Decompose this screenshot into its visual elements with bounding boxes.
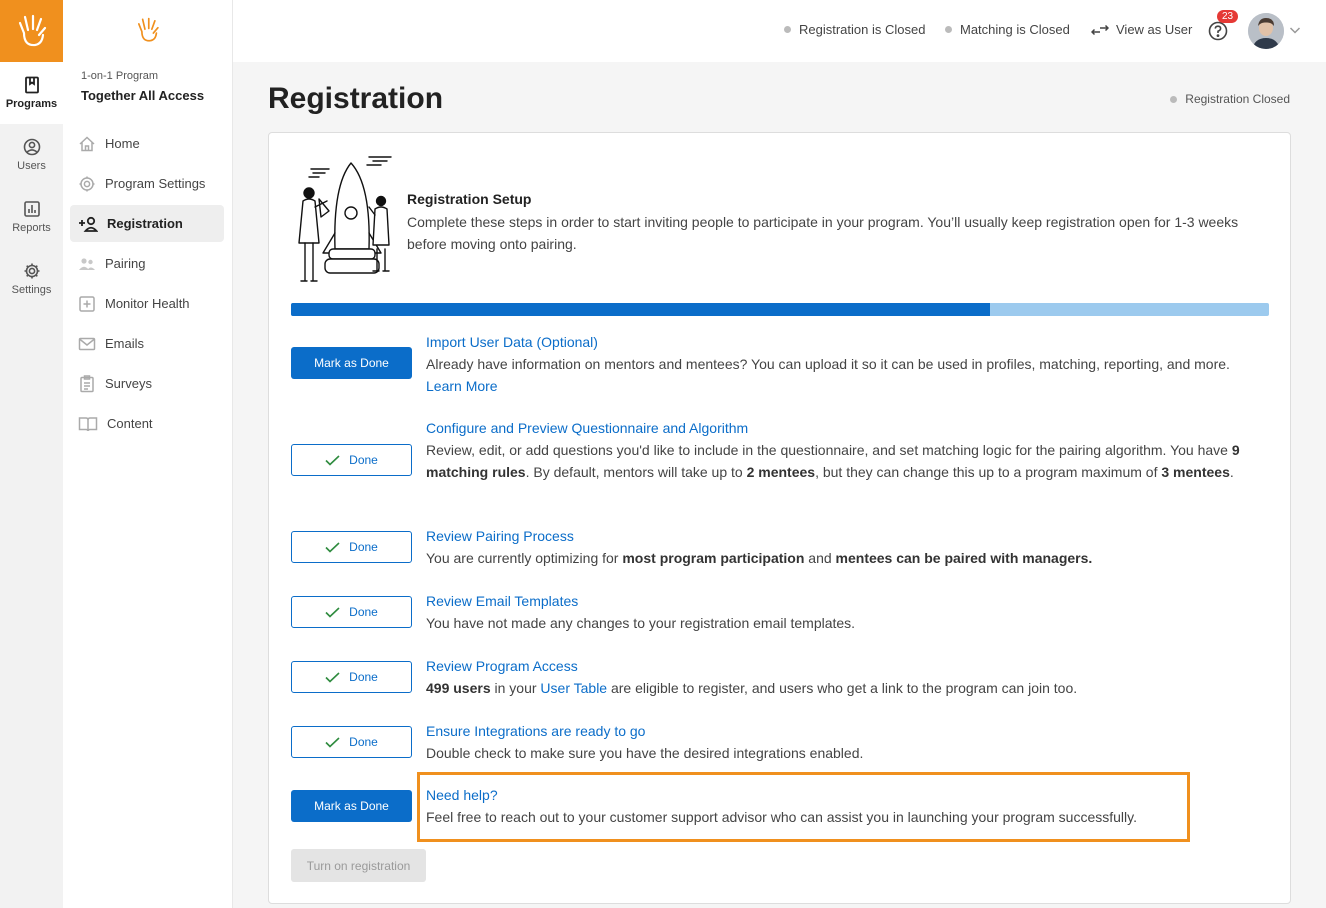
page-status-text: Registration Closed — [1185, 92, 1290, 106]
step-title-link[interactable]: Review Pairing Process — [426, 528, 574, 544]
text-segment: in your — [490, 680, 541, 696]
chevron-down-icon[interactable] — [1289, 25, 1301, 35]
hand-logo-icon — [135, 16, 161, 44]
bookmark-icon — [23, 76, 41, 94]
step-description: You have not made any changes to your registration email templates. — [426, 615, 856, 631]
top-bar — [233, 0, 1326, 62]
envelope-icon — [78, 335, 96, 353]
status-dot — [945, 26, 952, 33]
rail-item-label: Users — [17, 160, 46, 172]
sidebar-item-content[interactable] — [70, 405, 224, 442]
sidebar-item-label: Program Settings — [105, 176, 206, 191]
setup-title: Registration Setup — [407, 191, 532, 207]
registration-status-text: Registration is Closed — [799, 22, 926, 37]
swap-arrows-icon — [1091, 23, 1109, 37]
default-mentee-count: 2 mentees — [746, 464, 816, 480]
bar-chart-icon — [23, 200, 41, 218]
avatar[interactable] — [1248, 13, 1284, 49]
program-name: Together All Access — [81, 88, 205, 103]
step-title-link[interactable]: Review Program Access — [426, 658, 578, 674]
done-label: Done — [349, 453, 378, 467]
notification-count-badge: 23 — [1217, 10, 1238, 23]
app-rail — [0, 0, 63, 908]
done-button[interactable] — [291, 596, 412, 628]
done-label: Done — [349, 670, 378, 684]
sidebar-item-label: Home — [105, 136, 140, 151]
done-label: Done — [349, 605, 378, 619]
step-title-link[interactable]: Ensure Integrations are ready to go — [426, 723, 646, 739]
step-title-link[interactable]: Configure and Preview Questionnaire and Algorithm — [426, 420, 749, 436]
app-logo[interactable] — [0, 0, 63, 62]
rail-item-users[interactable] — [0, 124, 63, 186]
step-description — [426, 439, 1271, 483]
matching-rules-count: 9 matching rules — [426, 442, 1240, 480]
sidebar-item-registration[interactable] — [70, 205, 224, 242]
text-segment: . By default, mentors will take up to — [525, 464, 747, 480]
text-segment: are eligible to register, and users who get a link to the program can join too. — [607, 680, 1078, 696]
user-avatar-icon — [1248, 13, 1284, 49]
mark-as-done-button[interactable]: Mark as Done — [291, 790, 412, 822]
book-icon — [78, 415, 98, 433]
text-segment: Review, edit, or add questions you'd like to include in the questionnaire, and set matching logic for the pairing algorithm. You have — [426, 442, 1232, 458]
text-segment: , but they can change this up to a program maximum of — [815, 464, 1162, 480]
done-label: Done — [349, 735, 378, 749]
text-segment: . — [1229, 464, 1234, 480]
text-segment: and — [804, 550, 836, 566]
checkmark-icon — [325, 455, 340, 466]
sidebar-item-pairing[interactable] — [70, 245, 224, 282]
optimization-goal: most program participation — [622, 550, 805, 566]
rail-item-settings[interactable] — [0, 248, 63, 310]
text-segment: You are currently optimizing for — [426, 550, 623, 566]
sidebar-item-home[interactable] — [70, 125, 224, 162]
setup-progress-bar — [291, 303, 1269, 316]
sidebar-item-emails[interactable] — [70, 325, 224, 362]
view-as-user-button[interactable] — [1091, 22, 1192, 37]
matching-status-text: Matching is Closed — [960, 22, 1070, 37]
checkmark-icon — [325, 607, 340, 618]
program-sidebar — [63, 0, 233, 908]
step-title-link[interactable]: Need help? — [426, 787, 498, 803]
page-title: Registration — [268, 82, 444, 115]
step-description: Double check to make sure you have the desired integrations enabled. — [426, 745, 864, 761]
step-description: Feel free to reach out to your customer support advisor who can assist you in launching your program successfully. — [426, 809, 1137, 825]
registration-closed-status — [1170, 92, 1290, 106]
step-description — [426, 677, 1271, 699]
step-title-link[interactable]: Review Email Templates — [426, 593, 579, 609]
registration-status-indicator — [784, 22, 925, 37]
sidebar-item-monitor-health[interactable] — [70, 285, 224, 322]
sidebar-item-label: Emails — [105, 336, 145, 351]
done-label: Done — [349, 540, 378, 554]
learn-more-link[interactable]: Learn More — [426, 378, 498, 394]
manager-pairing-setting: mentees can be paired with managers. — [835, 550, 1093, 566]
max-mentee-count: 3 mentees — [1161, 464, 1230, 480]
program-type: 1-on-1 Program — [81, 70, 159, 82]
step-title-link[interactable]: Import User Data (Optional) — [426, 334, 598, 350]
done-button[interactable] — [291, 531, 412, 563]
registration-setup-card — [268, 132, 1291, 904]
people-icon — [78, 255, 96, 273]
view-as-user-label: View as User — [1116, 22, 1193, 37]
step-description — [426, 547, 1271, 569]
done-button[interactable] — [291, 444, 412, 476]
sidebar-item-surveys[interactable] — [70, 365, 224, 402]
sidebar-item-program-settings[interactable] — [70, 165, 224, 202]
user-table-link[interactable]: User Table — [540, 680, 608, 696]
sidebar-item-label: Surveys — [105, 376, 152, 391]
status-dot — [1170, 96, 1177, 103]
clipboard-icon — [78, 375, 96, 393]
done-button[interactable] — [291, 726, 412, 758]
done-button[interactable] — [291, 661, 412, 693]
question-circle-icon — [1208, 21, 1228, 41]
rail-item-reports[interactable] — [0, 186, 63, 248]
add-user-icon — [78, 215, 98, 233]
home-icon — [78, 135, 96, 153]
gear-icon — [23, 262, 41, 280]
gear-icon — [78, 175, 96, 193]
turn-on-registration-button[interactable]: Turn on registration — [291, 849, 426, 882]
help-button[interactable] — [1208, 21, 1228, 46]
mark-as-done-button[interactable]: Mark as Done — [291, 347, 412, 379]
sidebar-item-label: Monitor Health — [105, 296, 190, 311]
sidebar-item-label: Registration — [107, 216, 183, 231]
rocket-scientists-illustration — [289, 153, 395, 285]
rail-item-programs[interactable] — [0, 62, 63, 124]
step-description: Already have information on mentors and mentees? You can upload it so it can be used in profiles, matching, reporting, and more. — [426, 356, 1230, 372]
program-logo — [63, 0, 232, 60]
user-circle-icon — [23, 138, 41, 156]
rail-item-label: Settings — [11, 284, 52, 296]
eligible-user-count: 499 users — [426, 680, 491, 696]
status-dot — [784, 26, 791, 33]
checkmark-icon — [325, 672, 340, 683]
checkmark-icon — [325, 542, 340, 553]
hand-logo-icon — [15, 13, 49, 49]
plus-square-icon — [78, 295, 96, 313]
sidebar-item-label: Pairing — [105, 256, 146, 271]
rail-item-label: Reports — [12, 222, 51, 234]
matching-status-indicator — [945, 22, 1070, 37]
checkmark-icon — [325, 737, 340, 748]
setup-progress-fill — [291, 303, 990, 316]
setup-description: Complete these steps in order to start inviting people to participate in your program. You’ll usually keep registration open for 1-3 weeks before moving onto pairing. — [407, 214, 1239, 252]
sidebar-item-label: Content — [107, 416, 153, 431]
rail-item-label: Programs — [5, 98, 58, 110]
